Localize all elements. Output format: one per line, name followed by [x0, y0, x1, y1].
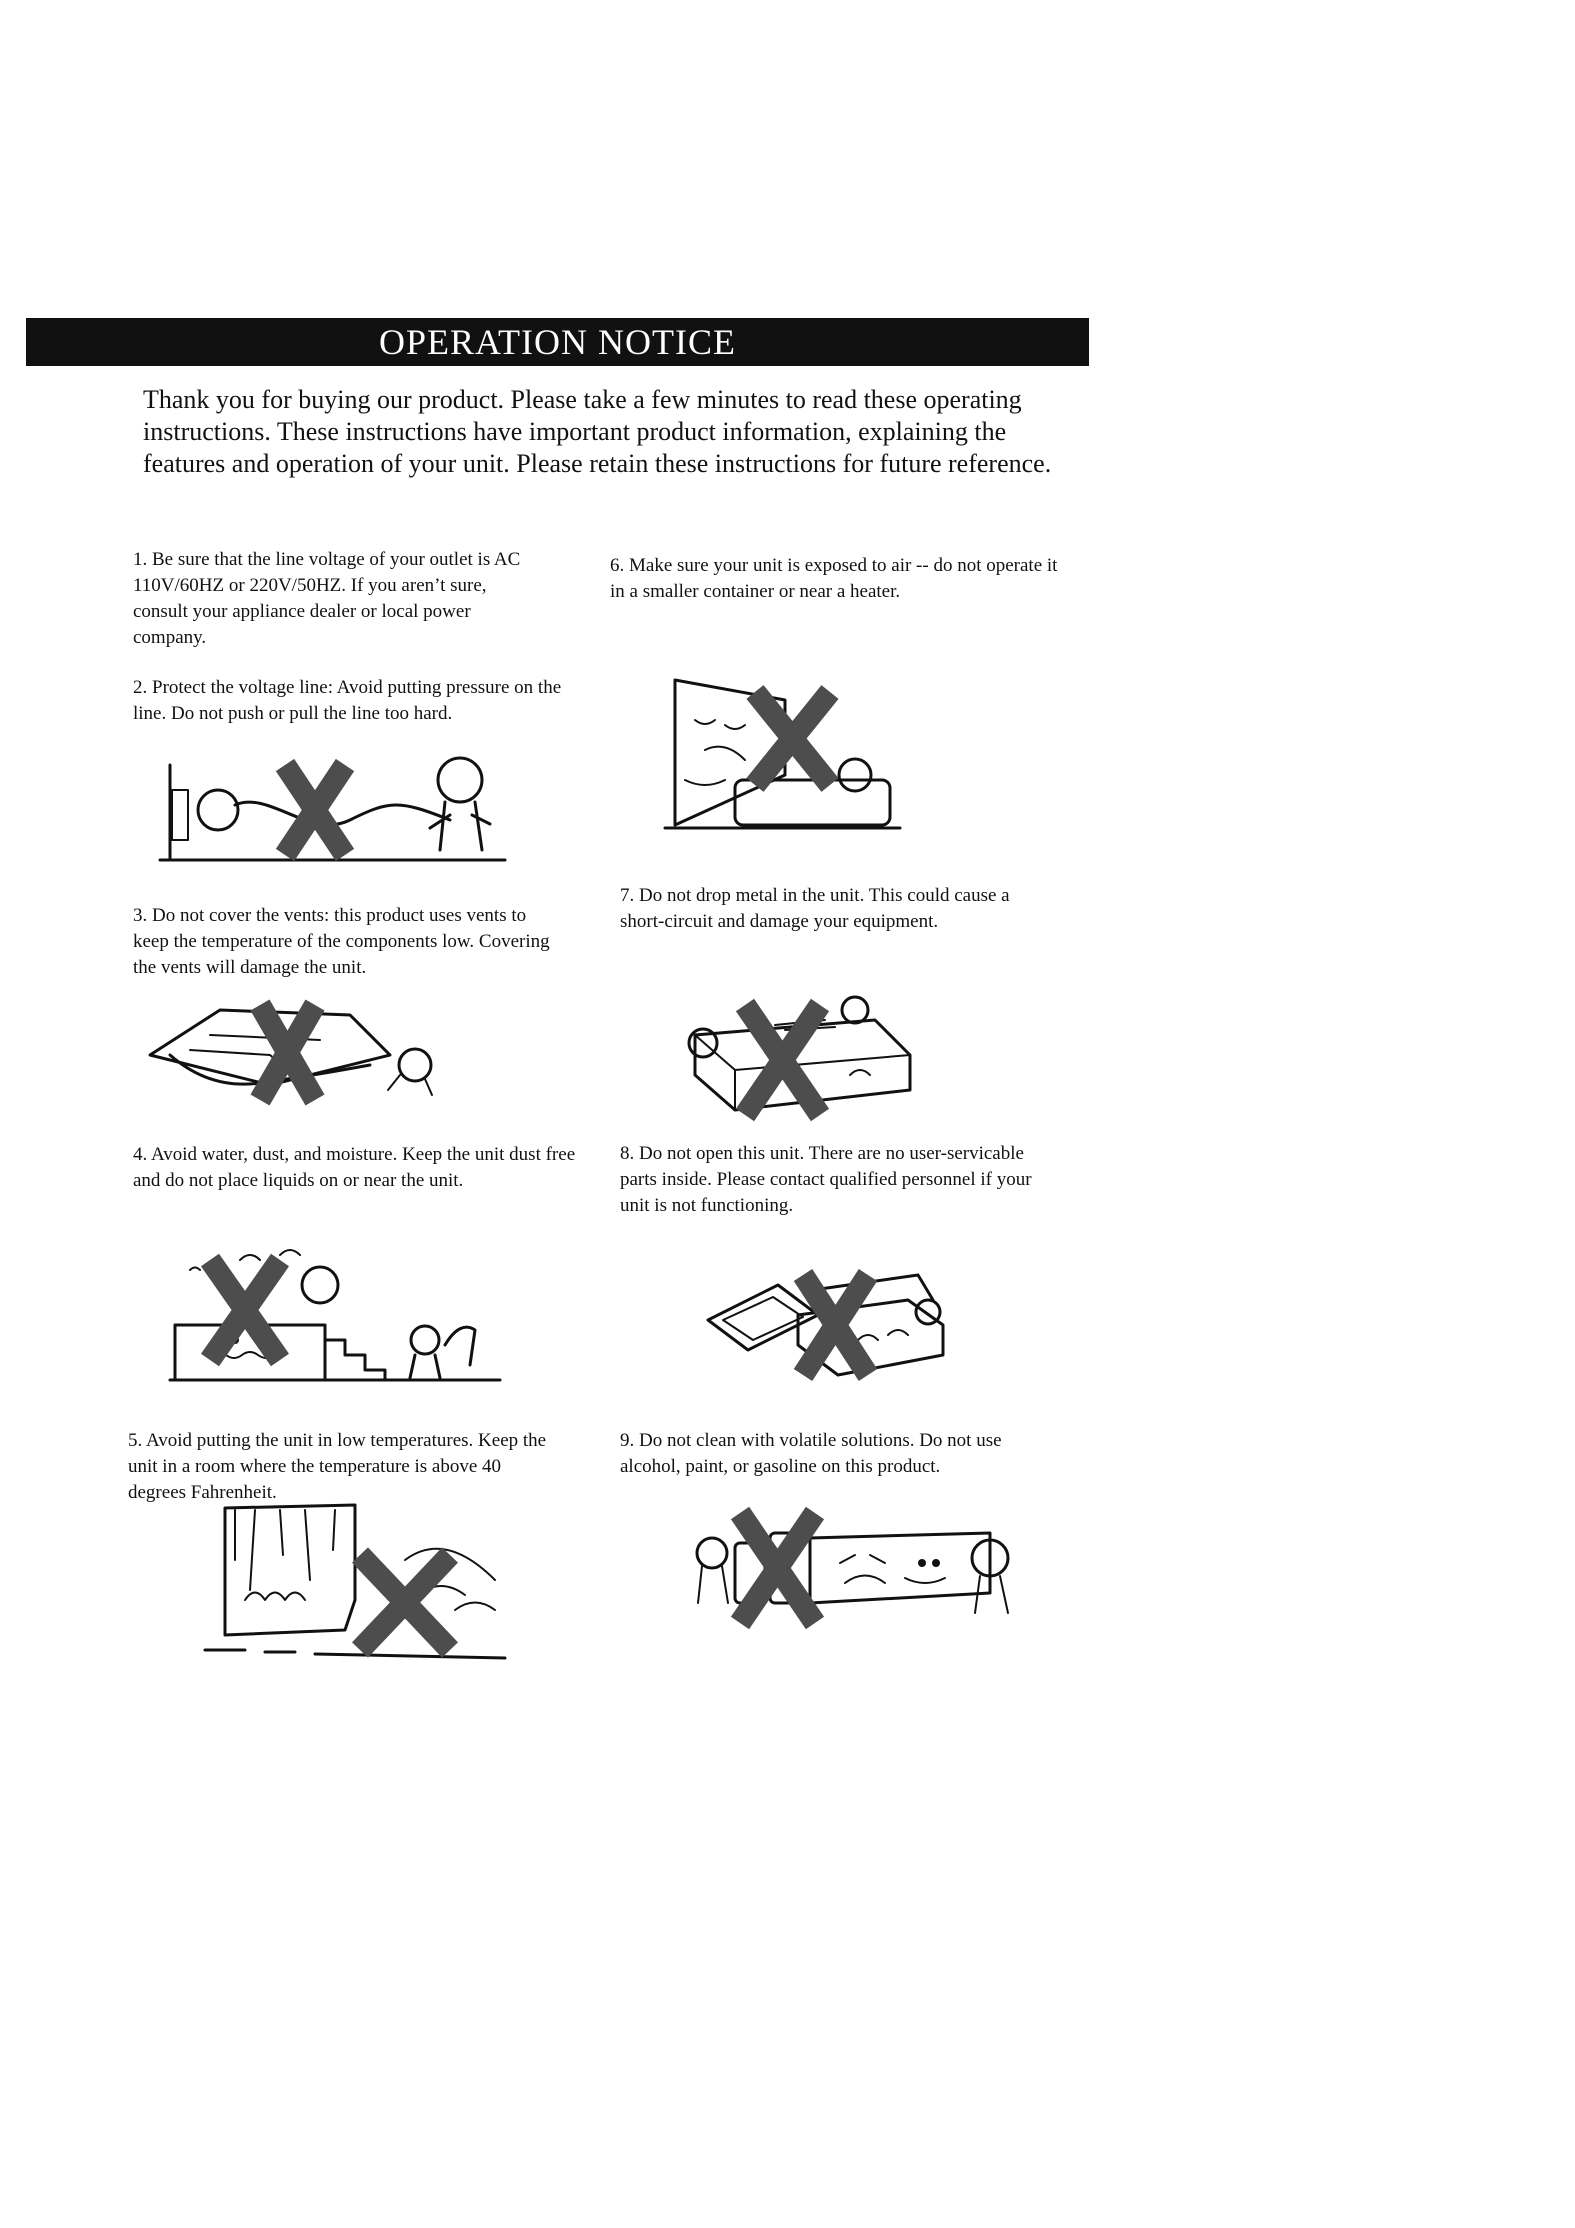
page-title: OPERATION NOTICE: [26, 318, 1089, 366]
metal-drop-icon: [675, 995, 915, 1120]
notice-3-text: 3. Do not cover the vents: this product uses vents to keep the temperature of the components low. Covering the vents will damage the unit.: [133, 905, 550, 978]
opened-unit-icon: [708, 1270, 948, 1385]
notice-2-text: 2. Protect the voltage line: Avoid putting pressure on the line. Do not push or pull the line too hard.: [133, 677, 562, 724]
notice-8-text: 8. Do not open this unit. There are no user-servicable parts inside. Please contact qualified personnel if your unit is not functioning.: [620, 1143, 1032, 1216]
heater-icon: [665, 680, 905, 840]
notice-9-text: 9. Do not clean with volatile solutions. Do not use alcohol, paint, or gasoline on this product.: [620, 1430, 1002, 1477]
intro-paragraph: Thank you for buying our product. Please take a few minutes to read these operating instructions. These instructions have important product information, explaining the features and operation of your unit. Please retain these instructions for future reference.: [143, 385, 1052, 478]
covered-unit-icon: [150, 995, 440, 1110]
volatile-solution-icon: [690, 1508, 1020, 1628]
water-splash-icon: [170, 1240, 505, 1385]
notice-4-text: 4. Avoid water, dust, and moisture. Keep the unit dust free and do not place liquids on or near the unit.: [133, 1144, 576, 1191]
notice-5-text: 5. Avoid putting the unit in low temperatures. Keep the unit in a room where the temperature is above 40 degrees Fahrenheit.: [128, 1430, 547, 1503]
notice-7-text: 7. Do not drop metal in the unit. This could cause a short-circuit and damage your equipment.: [620, 885, 1010, 932]
power-cord-pull-icon: [160, 750, 510, 865]
notice-6-text: 6. Make sure your unit is exposed to air -- do not operate it in a smaller container or near a heater.: [610, 555, 1058, 602]
notice-1-text: 1. Be sure that the line voltage of your outlet is AC 110V/60HZ or 220V/50HZ. If you aren’t sure, consult your appliance dealer or local power company.: [133, 549, 521, 648]
frozen-unit-icon: [205, 1500, 515, 1660]
